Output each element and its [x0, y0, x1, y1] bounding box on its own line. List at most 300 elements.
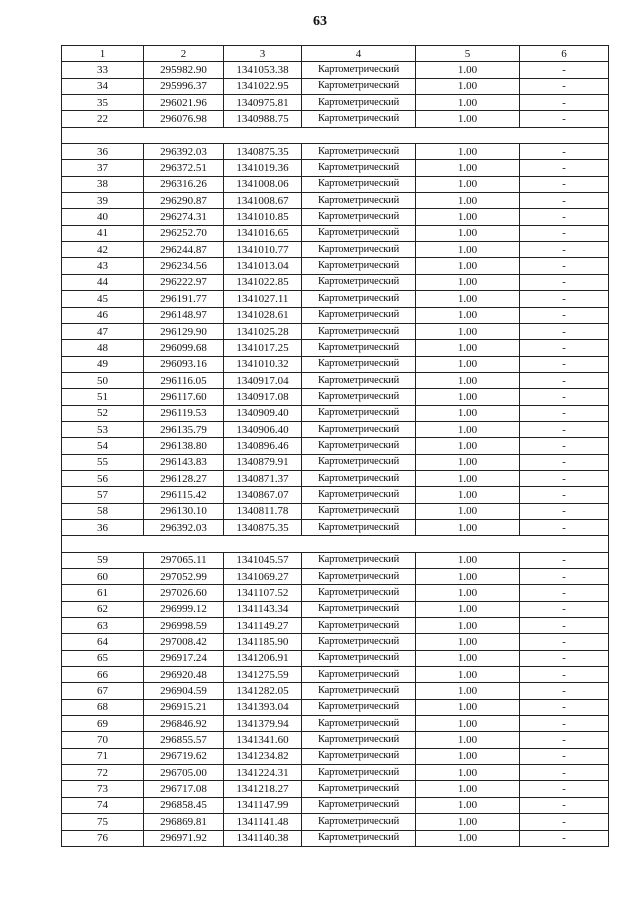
y-coordinate-cell: 1341140.38 — [224, 830, 302, 846]
description-cell: - — [520, 78, 609, 94]
point-number-cell: 73 — [62, 781, 144, 797]
x-coordinate-cell: 296290.87 — [144, 193, 224, 209]
y-coordinate-cell: 1341017.25 — [224, 340, 302, 356]
separator-row — [62, 127, 609, 143]
method-cell: Картометрический — [302, 552, 416, 568]
y-coordinate-cell: 1341206.91 — [224, 650, 302, 666]
method-cell: Картометрический — [302, 634, 416, 650]
method-cell: Картометрический — [302, 405, 416, 421]
method-cell: Картометрический — [302, 291, 416, 307]
point-number-cell: 57 — [62, 487, 144, 503]
description-cell: - — [520, 732, 609, 748]
point-number-cell: 71 — [62, 748, 144, 764]
accuracy-cell: 1.00 — [416, 372, 520, 388]
y-coordinate-cell: 1340909.40 — [224, 405, 302, 421]
description-cell: - — [520, 830, 609, 846]
description-cell: - — [520, 748, 609, 764]
method-cell: Картометрический — [302, 372, 416, 388]
accuracy-cell: 1.00 — [416, 95, 520, 111]
point-number-cell: 65 — [62, 650, 144, 666]
accuracy-cell: 1.00 — [416, 667, 520, 683]
accuracy-cell: 1.00 — [416, 732, 520, 748]
description-cell: - — [520, 503, 609, 519]
description-cell: - — [520, 585, 609, 601]
table-row — [62, 781, 609, 797]
y-coordinate-cell: 1340988.75 — [224, 111, 302, 127]
table-row — [62, 62, 609, 78]
accuracy-cell: 1.00 — [416, 503, 520, 519]
table-row — [62, 95, 609, 111]
accuracy-cell: 1.00 — [416, 454, 520, 470]
point-number-cell: 44 — [62, 274, 144, 290]
accuracy-cell: 1.00 — [416, 814, 520, 830]
y-coordinate-cell: 1340867.07 — [224, 487, 302, 503]
y-coordinate-cell: 1341022.95 — [224, 78, 302, 94]
column-header: 5 — [416, 46, 520, 62]
table-header-row — [62, 46, 609, 62]
point-number-cell: 45 — [62, 291, 144, 307]
description-cell: - — [520, 569, 609, 585]
point-number-cell: 69 — [62, 716, 144, 732]
description-cell: - — [520, 421, 609, 437]
method-cell: Картометрический — [302, 193, 416, 209]
accuracy-cell: 1.00 — [416, 830, 520, 846]
method-cell: Картометрический — [302, 683, 416, 699]
accuracy-cell: 1.00 — [416, 225, 520, 241]
table-row — [62, 487, 609, 503]
accuracy-cell: 1.00 — [416, 699, 520, 715]
x-coordinate-cell: 296917.24 — [144, 650, 224, 666]
point-number-cell: 61 — [62, 585, 144, 601]
table-row — [62, 503, 609, 519]
description-cell: - — [520, 519, 609, 535]
y-coordinate-cell: 1340871.37 — [224, 470, 302, 486]
y-coordinate-cell: 1341022.85 — [224, 274, 302, 290]
point-number-cell: 64 — [62, 634, 144, 650]
method-cell: Картометрический — [302, 830, 416, 846]
method-cell: Картометрический — [302, 176, 416, 192]
point-number-cell: 56 — [62, 470, 144, 486]
x-coordinate-cell: 296234.56 — [144, 258, 224, 274]
x-coordinate-cell: 296855.57 — [144, 732, 224, 748]
x-coordinate-cell: 296392.03 — [144, 519, 224, 535]
point-number-cell: 76 — [62, 830, 144, 846]
description-cell: - — [520, 193, 609, 209]
x-coordinate-cell: 296252.70 — [144, 225, 224, 241]
separator-row — [62, 536, 609, 552]
x-coordinate-cell: 297052.99 — [144, 569, 224, 585]
description-cell: - — [520, 160, 609, 176]
description-cell: - — [520, 438, 609, 454]
description-cell: - — [520, 618, 609, 634]
description-cell: - — [520, 144, 609, 160]
y-coordinate-cell: 1340975.81 — [224, 95, 302, 111]
x-coordinate-cell: 296117.60 — [144, 389, 224, 405]
table-row — [62, 683, 609, 699]
y-coordinate-cell: 1341027.11 — [224, 291, 302, 307]
y-coordinate-cell: 1341393.04 — [224, 699, 302, 715]
accuracy-cell: 1.00 — [416, 601, 520, 617]
method-cell: Картометрический — [302, 732, 416, 748]
column-header: 1 — [62, 46, 144, 62]
accuracy-cell: 1.00 — [416, 356, 520, 372]
table-row — [62, 650, 609, 666]
y-coordinate-cell: 1340811.78 — [224, 503, 302, 519]
description-cell: - — [520, 274, 609, 290]
y-coordinate-cell: 1341025.28 — [224, 323, 302, 339]
table-row — [62, 356, 609, 372]
y-coordinate-cell: 1341147.99 — [224, 797, 302, 813]
x-coordinate-cell: 296119.53 — [144, 405, 224, 421]
table-row — [62, 274, 609, 290]
table-row — [62, 667, 609, 683]
x-coordinate-cell: 296274.31 — [144, 209, 224, 225]
accuracy-cell: 1.00 — [416, 160, 520, 176]
point-number-cell: 52 — [62, 405, 144, 421]
accuracy-cell: 1.00 — [416, 111, 520, 127]
method-cell: Картометрический — [302, 650, 416, 666]
y-coordinate-cell: 1341234.82 — [224, 748, 302, 764]
x-coordinate-cell: 296115.42 — [144, 487, 224, 503]
x-coordinate-cell: 296999.12 — [144, 601, 224, 617]
point-number-cell: 53 — [62, 421, 144, 437]
point-number-cell: 34 — [62, 78, 144, 94]
method-cell: Картометрический — [302, 225, 416, 241]
table-row — [62, 748, 609, 764]
point-number-cell: 60 — [62, 569, 144, 585]
method-cell: Картометрический — [302, 242, 416, 258]
table-row — [62, 78, 609, 94]
table-row — [62, 716, 609, 732]
point-number-cell: 39 — [62, 193, 144, 209]
x-coordinate-cell: 296093.16 — [144, 356, 224, 372]
table-row — [62, 618, 609, 634]
method-cell: Картометрический — [302, 111, 416, 127]
accuracy-cell: 1.00 — [416, 307, 520, 323]
description-cell: - — [520, 552, 609, 568]
table-row — [62, 699, 609, 715]
point-number-cell: 47 — [62, 323, 144, 339]
table-row — [62, 470, 609, 486]
y-coordinate-cell: 1341045.57 — [224, 552, 302, 568]
description-cell: - — [520, 323, 609, 339]
y-coordinate-cell: 1341275.59 — [224, 667, 302, 683]
point-number-cell: 35 — [62, 95, 144, 111]
x-coordinate-cell: 296130.10 — [144, 503, 224, 519]
method-cell: Картометрический — [302, 389, 416, 405]
table-row — [62, 438, 609, 454]
y-coordinate-cell: 1341185.90 — [224, 634, 302, 650]
accuracy-cell: 1.00 — [416, 716, 520, 732]
y-coordinate-cell: 1340875.35 — [224, 519, 302, 535]
point-number-cell: 33 — [62, 62, 144, 78]
x-coordinate-cell: 296846.92 — [144, 716, 224, 732]
accuracy-cell: 1.00 — [416, 323, 520, 339]
description-cell: - — [520, 797, 609, 813]
y-coordinate-cell: 1341141.48 — [224, 814, 302, 830]
point-number-cell: 62 — [62, 601, 144, 617]
description-cell: - — [520, 340, 609, 356]
method-cell: Картометрический — [302, 274, 416, 290]
point-number-cell: 38 — [62, 176, 144, 192]
x-coordinate-cell: 296392.03 — [144, 144, 224, 160]
column-header: 6 — [520, 46, 609, 62]
table-row — [62, 193, 609, 209]
method-cell: Картометрический — [302, 454, 416, 470]
point-number-cell: 58 — [62, 503, 144, 519]
description-cell: - — [520, 356, 609, 372]
y-coordinate-cell: 1341379.94 — [224, 716, 302, 732]
accuracy-cell: 1.00 — [416, 650, 520, 666]
point-number-cell: 72 — [62, 765, 144, 781]
page-number: 63 — [313, 14, 327, 29]
description-cell: - — [520, 389, 609, 405]
table-row — [62, 797, 609, 813]
point-number-cell: 63 — [62, 618, 144, 634]
x-coordinate-cell: 296904.59 — [144, 683, 224, 699]
x-coordinate-cell: 296138.80 — [144, 438, 224, 454]
method-cell: Картометрический — [302, 503, 416, 519]
method-cell: Картометрический — [302, 421, 416, 437]
accuracy-cell: 1.00 — [416, 569, 520, 585]
point-number-cell: 54 — [62, 438, 144, 454]
method-cell: Картометрический — [302, 62, 416, 78]
method-cell: Картометрический — [302, 209, 416, 225]
table-row — [62, 340, 609, 356]
accuracy-cell: 1.00 — [416, 274, 520, 290]
y-coordinate-cell: 1341028.61 — [224, 307, 302, 323]
description-cell: - — [520, 716, 609, 732]
method-cell: Картометрический — [302, 356, 416, 372]
x-coordinate-cell: 295996.37 — [144, 78, 224, 94]
point-number-cell: 48 — [62, 340, 144, 356]
method-cell: Картометрический — [302, 487, 416, 503]
table-row — [62, 519, 609, 535]
method-cell: Картометрический — [302, 470, 416, 486]
method-cell: Картометрический — [302, 95, 416, 111]
table-row — [62, 291, 609, 307]
table-row — [62, 765, 609, 781]
x-coordinate-cell: 295982.90 — [144, 62, 224, 78]
description-cell: - — [520, 814, 609, 830]
description-cell: - — [520, 176, 609, 192]
description-cell: - — [520, 699, 609, 715]
y-coordinate-cell: 1341149.27 — [224, 618, 302, 634]
table-row — [62, 601, 609, 617]
point-number-cell: 75 — [62, 814, 144, 830]
y-coordinate-cell: 1341143.34 — [224, 601, 302, 617]
method-cell: Картометрический — [302, 519, 416, 535]
y-coordinate-cell: 1341224.31 — [224, 765, 302, 781]
description-cell: - — [520, 683, 609, 699]
y-coordinate-cell: 1340896.46 — [224, 438, 302, 454]
description-cell: - — [520, 765, 609, 781]
description-cell: - — [520, 225, 609, 241]
table-row — [62, 569, 609, 585]
method-cell: Картометрический — [302, 569, 416, 585]
table-row — [62, 421, 609, 437]
point-number-cell: 49 — [62, 356, 144, 372]
x-coordinate-cell: 296021.96 — [144, 95, 224, 111]
table-row — [62, 225, 609, 241]
x-coordinate-cell: 296076.98 — [144, 111, 224, 127]
x-coordinate-cell: 296719.62 — [144, 748, 224, 764]
description-cell: - — [520, 454, 609, 470]
description-cell: - — [520, 307, 609, 323]
method-cell: Картометрический — [302, 438, 416, 454]
description-cell: - — [520, 95, 609, 111]
accuracy-cell: 1.00 — [416, 781, 520, 797]
column-header: 3 — [224, 46, 302, 62]
point-number-cell: 41 — [62, 225, 144, 241]
y-coordinate-cell: 1341069.27 — [224, 569, 302, 585]
point-number-cell: 22 — [62, 111, 144, 127]
x-coordinate-cell: 296116.05 — [144, 372, 224, 388]
y-coordinate-cell: 1341008.06 — [224, 176, 302, 192]
table-row — [62, 209, 609, 225]
column-header: 4 — [302, 46, 416, 62]
table-row — [62, 552, 609, 568]
x-coordinate-cell: 296705.00 — [144, 765, 224, 781]
x-coordinate-cell: 296148.97 — [144, 307, 224, 323]
accuracy-cell: 1.00 — [416, 552, 520, 568]
point-number-cell: 74 — [62, 797, 144, 813]
table-row — [62, 585, 609, 601]
table-row — [62, 323, 609, 339]
table-row — [62, 372, 609, 388]
x-coordinate-cell: 296372.51 — [144, 160, 224, 176]
x-coordinate-cell: 296998.59 — [144, 618, 224, 634]
table-row — [62, 732, 609, 748]
table-row — [62, 258, 609, 274]
method-cell: Картометрический — [302, 160, 416, 176]
y-coordinate-cell: 1340917.04 — [224, 372, 302, 388]
x-coordinate-cell: 296143.83 — [144, 454, 224, 470]
accuracy-cell: 1.00 — [416, 519, 520, 535]
y-coordinate-cell: 1341053.38 — [224, 62, 302, 78]
point-number-cell: 51 — [62, 389, 144, 405]
description-cell: - — [520, 667, 609, 683]
accuracy-cell: 1.00 — [416, 405, 520, 421]
method-cell: Картометрический — [302, 667, 416, 683]
x-coordinate-cell: 296316.26 — [144, 176, 224, 192]
accuracy-cell: 1.00 — [416, 258, 520, 274]
table-row — [62, 814, 609, 830]
method-cell: Картометрический — [302, 340, 416, 356]
point-number-cell: 55 — [62, 454, 144, 470]
point-number-cell: 36 — [62, 144, 144, 160]
method-cell: Картометрический — [302, 144, 416, 160]
description-cell: - — [520, 209, 609, 225]
method-cell: Картометрический — [302, 601, 416, 617]
separator-cell — [62, 127, 609, 143]
point-number-cell: 37 — [62, 160, 144, 176]
table-row — [62, 634, 609, 650]
point-number-cell: 42 — [62, 242, 144, 258]
description-cell: - — [520, 291, 609, 307]
x-coordinate-cell: 297008.42 — [144, 634, 224, 650]
y-coordinate-cell: 1340875.35 — [224, 144, 302, 160]
x-coordinate-cell: 297026.60 — [144, 585, 224, 601]
description-cell: - — [520, 405, 609, 421]
accuracy-cell: 1.00 — [416, 683, 520, 699]
method-cell: Картометрический — [302, 307, 416, 323]
description-cell: - — [520, 470, 609, 486]
point-number-cell: 36 — [62, 519, 144, 535]
accuracy-cell: 1.00 — [416, 340, 520, 356]
accuracy-cell: 1.00 — [416, 291, 520, 307]
x-coordinate-cell: 296191.77 — [144, 291, 224, 307]
x-coordinate-cell: 296128.27 — [144, 470, 224, 486]
x-coordinate-cell: 296099.68 — [144, 340, 224, 356]
y-coordinate-cell: 1341341.60 — [224, 732, 302, 748]
table-row — [62, 160, 609, 176]
y-coordinate-cell: 1340917.08 — [224, 389, 302, 405]
x-coordinate-cell: 297065.11 — [144, 552, 224, 568]
method-cell: Картометрический — [302, 699, 416, 715]
x-coordinate-cell: 296971.92 — [144, 830, 224, 846]
description-cell: - — [520, 781, 609, 797]
accuracy-cell: 1.00 — [416, 144, 520, 160]
y-coordinate-cell: 1341019.36 — [224, 160, 302, 176]
column-header: 2 — [144, 46, 224, 62]
accuracy-cell: 1.00 — [416, 487, 520, 503]
method-cell: Картометрический — [302, 797, 416, 813]
point-number-cell: 66 — [62, 667, 144, 683]
accuracy-cell: 1.00 — [416, 62, 520, 78]
table-row — [62, 454, 609, 470]
point-number-cell: 59 — [62, 552, 144, 568]
description-cell: - — [520, 372, 609, 388]
table-row — [62, 830, 609, 846]
method-cell: Картометрический — [302, 323, 416, 339]
y-coordinate-cell: 1341008.67 — [224, 193, 302, 209]
description-cell: - — [520, 242, 609, 258]
accuracy-cell: 1.00 — [416, 765, 520, 781]
coordinates-table — [61, 45, 609, 847]
separator-cell — [62, 536, 609, 552]
point-number-cell: 40 — [62, 209, 144, 225]
x-coordinate-cell: 296129.90 — [144, 323, 224, 339]
point-number-cell: 43 — [62, 258, 144, 274]
accuracy-cell: 1.00 — [416, 421, 520, 437]
accuracy-cell: 1.00 — [416, 618, 520, 634]
point-number-cell: 70 — [62, 732, 144, 748]
table-row — [62, 307, 609, 323]
y-coordinate-cell: 1341010.85 — [224, 209, 302, 225]
y-coordinate-cell: 1341107.52 — [224, 585, 302, 601]
x-coordinate-cell: 296222.97 — [144, 274, 224, 290]
point-number-cell: 46 — [62, 307, 144, 323]
description-cell: - — [520, 111, 609, 127]
x-coordinate-cell: 296135.79 — [144, 421, 224, 437]
method-cell: Картометрический — [302, 78, 416, 94]
method-cell: Картометрический — [302, 618, 416, 634]
method-cell: Картометрический — [302, 748, 416, 764]
table-row — [62, 111, 609, 127]
x-coordinate-cell: 296244.87 — [144, 242, 224, 258]
x-coordinate-cell: 296915.21 — [144, 699, 224, 715]
accuracy-cell: 1.00 — [416, 634, 520, 650]
accuracy-cell: 1.00 — [416, 797, 520, 813]
y-coordinate-cell: 1341013.04 — [224, 258, 302, 274]
method-cell: Картометрический — [302, 765, 416, 781]
accuracy-cell: 1.00 — [416, 78, 520, 94]
accuracy-cell: 1.00 — [416, 438, 520, 454]
y-coordinate-cell: 1340906.40 — [224, 421, 302, 437]
method-cell: Картометрический — [302, 814, 416, 830]
description-cell: - — [520, 62, 609, 78]
